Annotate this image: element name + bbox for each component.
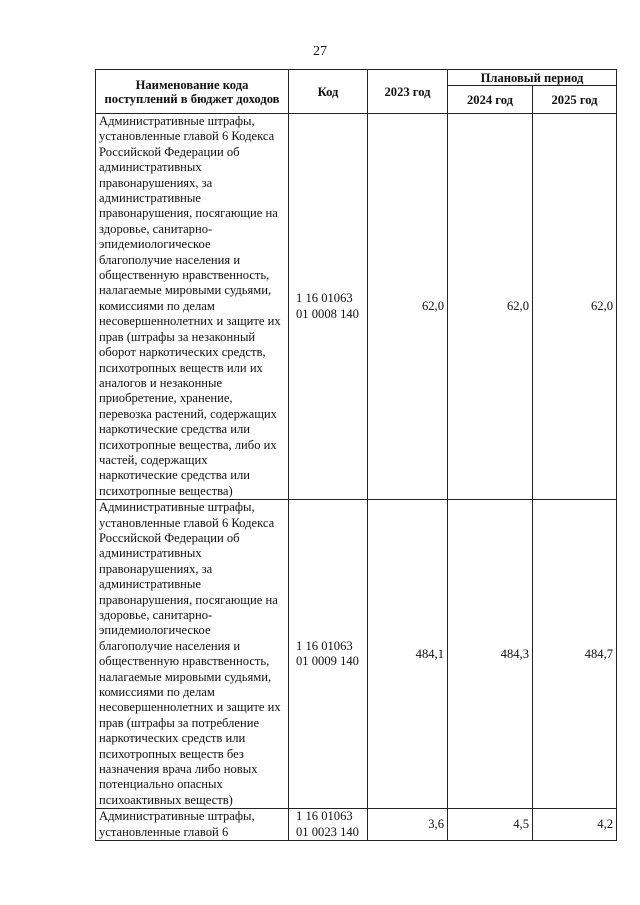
table-row — [96, 809, 617, 841]
row-value-2023: 3,6 — [368, 809, 448, 841]
table-row — [96, 114, 617, 500]
row-value-2024: 4,5 — [448, 809, 533, 841]
row-value-2025: 62,0 — [533, 114, 617, 500]
row-value-2023: 62,0 — [368, 114, 448, 500]
row-value-2025: 484,7 — [533, 500, 617, 809]
row-value-2024: 62,0 — [448, 114, 533, 500]
row-code: 1 16 01063 01 0023 140 — [289, 809, 368, 841]
table-row — [96, 500, 617, 809]
row-name: Административные штрафы, установленные главой 6 Кодекса Российской Федерации об административных правонарушениях, за административные правонарушения, посягающие на здоровье, санитарно-эпидемиологическое благополучие населения и общественную нравственность, налагаемые мировыми судьями, комиссиями по делам несовершеннолетних и защите их прав (штрафы за незаконный оборот наркотических средств, психотропных веществ или их аналогов и незаконные приобретение, хранение, перевозка растений, содержащих наркотические средства или психотропные вещества, либо их частей, содержащих наркотические средства или психотропные вещества) — [96, 114, 289, 500]
row-name: Административные штрафы, установленные главой 6 Кодекса Российской Федерации об административных правонарушениях, за административные правонарушения, посягающие на здоровье, санитарно-эпидемиологическое благополучие населения и общественную нравственность, налагаемые мировыми судьями, комиссиями по делам несовершеннолетних и защите их прав (штрафы за потребление наркотических средств или психотропных веществ без назначения врача либо новых потенциально опасных психоактивных веществ) — [96, 500, 289, 809]
header-code: Код — [289, 70, 368, 114]
row-code: 1 16 01063 01 0009 140 — [289, 500, 368, 809]
header-2025: 2025 год — [533, 86, 617, 114]
header-planned-period: Плановый период — [448, 70, 617, 86]
page-number: 27 — [313, 44, 327, 59]
row-value-2024: 484,3 — [448, 500, 533, 809]
row-name: Административные штрафы, установленные главой 6 — [96, 809, 289, 841]
row-value-2025: 4,2 — [533, 809, 617, 841]
revenue-table — [95, 69, 617, 841]
header-name: Наименование кода поступлений в бюджет доходов — [96, 70, 289, 114]
row-value-2023: 484,1 — [368, 500, 448, 809]
header-2024: 2024 год — [448, 86, 533, 114]
row-code: 1 16 01063 01 0008 140 — [289, 114, 368, 500]
header-2023: 2023 год — [368, 70, 448, 114]
